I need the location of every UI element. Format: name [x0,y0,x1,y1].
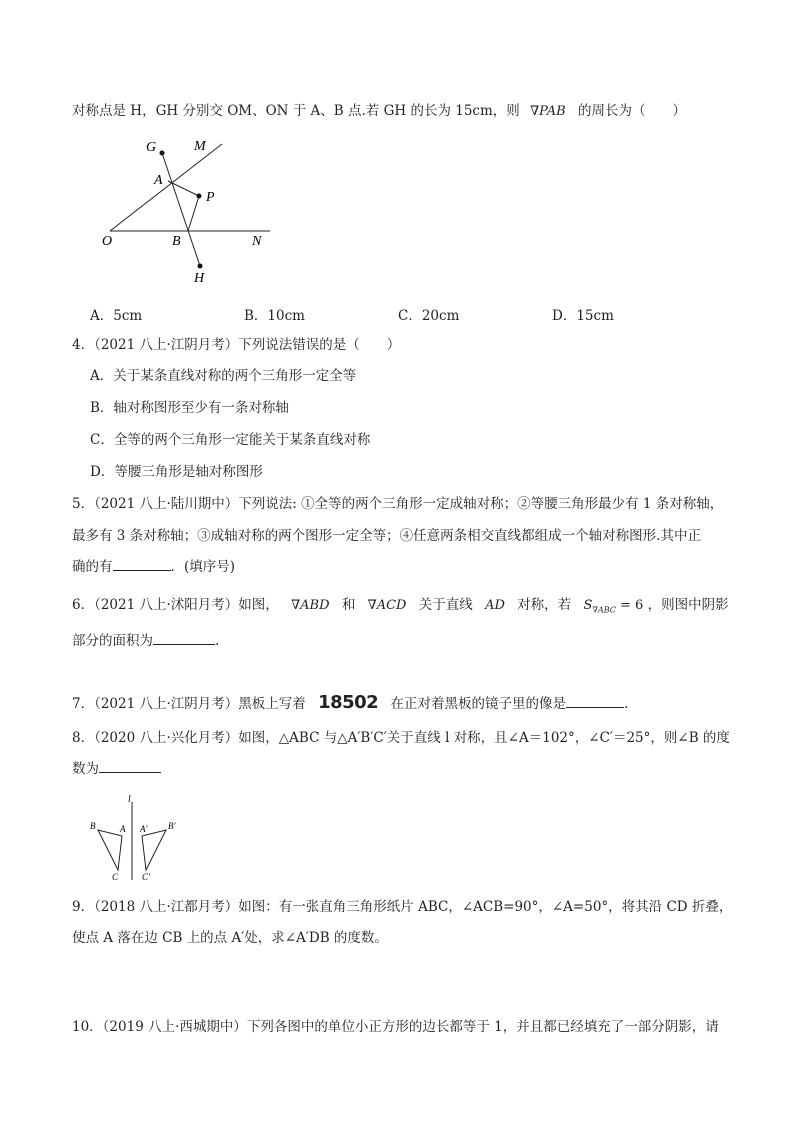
q4-choice-b: B．轴对称图形至少有一条对称轴 [90,400,289,416]
q3-choice-a: A．5cm [90,308,143,324]
q10-line-1: 10．（2019 八上·西城期中）下列各图中的单位小正方形的边长都等于 1，并且都已经填充了一部分阴影，请 [72,1019,719,1035]
q8-answer-blank [99,760,161,773]
q5-line-1: 5．（2021 八上·陆川期中）下列说法: ①全等的两个三角形一定成轴对称；②等腰三角形最少有 1 条对称轴， [72,496,724,512]
q3-choice-b: B．10cm [244,308,305,324]
q5-line-3: 确的有 ．(填序号) [72,559,236,575]
q8-figure [88,790,198,882]
q3-choice-c: C．20cm [398,308,460,324]
label-h: H [194,271,205,286]
q6-area: $S_{\nabla ABC} = 6$ [583,598,644,615]
ray-om [110,144,222,231]
q6-triangle-acd: ∇ACD [367,598,407,613]
q4-choice-c: C．全等的两个三角形一定能关于某条直线对称 [90,432,371,448]
point-h [198,264,203,269]
point-g [160,151,165,156]
q6-line-ad: AD [485,598,505,613]
q5-line-2: 最多有 3 条对称轴；③成轴对称的两个图形一定全等；④任意两条相交直线都组成一个轴对称图形.其中正 [72,528,701,544]
q9-line-2: 使点 A 落在边 CB 上的点 A′处，求∠A′DB 的度数。 [72,930,388,946]
q3-stem-a: 对称点是 H，GH 分别交 OM、ON 于 A、B 点.若 GH 的长为 15cm，则 [72,103,520,119]
q6-line-1: 6．（2021 八上·沭阳月考）如图， ∇ABD 和 ∇ACD 关于直线 AD 对称，若 $S_{\nabla ABC} = 6$ ，则图中阴影 [72,597,729,615]
q3-choice-d: D．15cm [552,308,614,324]
label-b: B [90,821,96,831]
segment-ap [168,181,199,196]
q9-line-1: 9．（2018 八上·江都月考）如图：有一张直角三角形纸片 ABC，∠ACB=90°，∠A=50°，将其沿 CD 折叠， [72,899,733,915]
label-a: A [120,824,126,834]
q4-stem: 4．（2021 八上·江阴月考）下列说法错误的是（ ） [72,337,401,353]
triangle-abc [98,830,122,870]
label-c: C [112,872,119,882]
label-b-prime: B′ [168,821,176,831]
label-n: N [252,234,262,249]
label-a-prime: A′ [140,824,148,834]
point-p [197,194,202,199]
q3-triangle: ∇PAB [530,104,566,119]
label-c-prime: C′ [142,872,150,882]
label-b: B [172,234,181,249]
q7-line: 7．（2021 八上·江阴月考）黑板上写着 18502 在正对着黑板的镜子里的像是 . [72,692,629,713]
q6-line-2: 部分的面积为 . [72,633,220,649]
q4-choice-a: A．关于某条直线对称的两个三角形一定全等 [90,368,357,384]
label-l: l [128,794,131,805]
triangle-a2b2c2 [142,830,166,870]
q3-figure [90,132,290,287]
label-p: P [206,190,215,205]
label-a: A [154,173,163,188]
q6-answer-blank [153,632,215,645]
label-g: G [146,140,157,155]
q8-line-2: 数为 [72,760,161,778]
q5-answer-blank [113,558,171,571]
segment-pb [188,196,199,231]
q7-digits: 18502 [318,692,379,713]
label-m: M [194,139,206,154]
q3-stem [72,102,686,121]
q8-line-1: 8．（2020 八上·兴化月考）如图，△ABC 与△A′B′C′关于直线 l 对称，且∠A＝102°，∠C′＝25°，则∠B 的度 [72,730,730,746]
q7-answer-blank [566,695,624,708]
q6-triangle-abd: ∇ABD [291,598,330,613]
label-o: O [102,234,113,249]
q4-choice-d: D．等腰三角形是轴对称图形 [90,464,263,480]
q3-stem-b: 的周长为（ ） [577,103,686,119]
